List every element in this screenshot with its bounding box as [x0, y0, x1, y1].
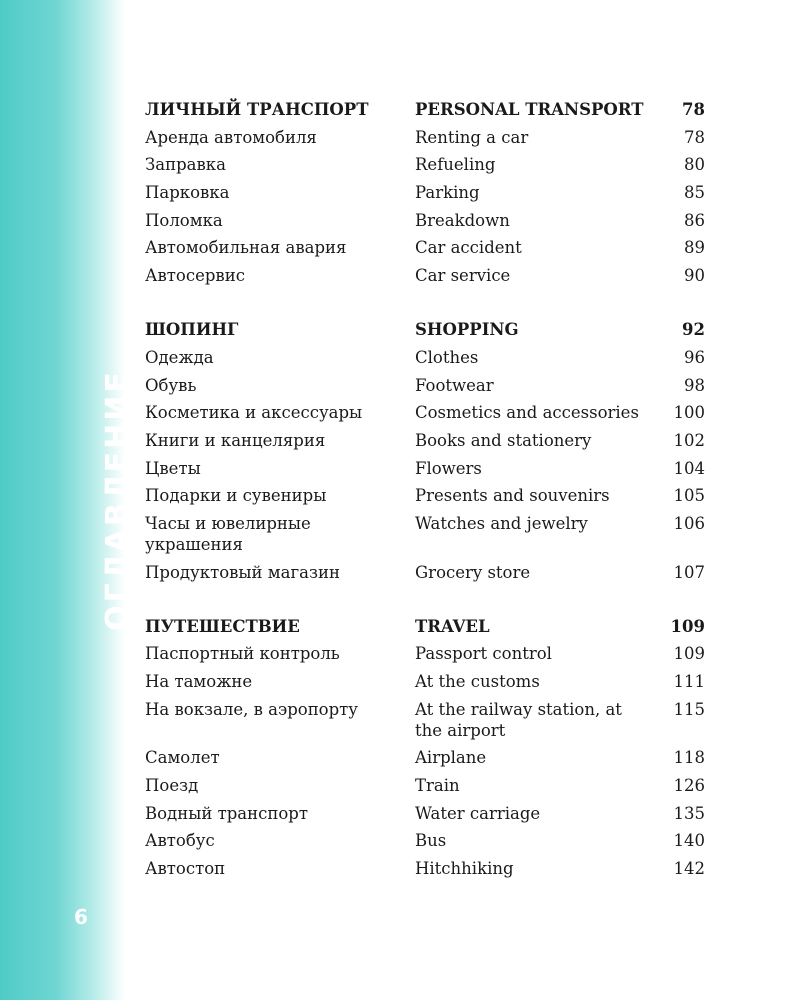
toc-entry[interactable]: [145, 562, 705, 583]
toc-entry[interactable]: [145, 671, 705, 692]
entry-page-number: 109: [673, 644, 705, 664]
entry-page-number: 107: [673, 562, 705, 582]
section-page-number: 109: [670, 616, 705, 636]
entry-page-number: 96: [684, 347, 705, 367]
entry-title-ru: На таможне: [145, 672, 253, 691]
entry-page-number: 104: [673, 458, 705, 478]
toc-section: [145, 319, 705, 583]
toc-entry[interactable]: [145, 182, 705, 203]
entry-title-ru: Заправка: [145, 155, 226, 175]
entry-title-en: Clothes: [415, 347, 479, 367]
section-heading-row[interactable]: [145, 99, 705, 120]
entry-page-number: 102: [673, 430, 705, 450]
entry-page-number: 105: [673, 486, 705, 506]
entry-title-ru: Поломка: [145, 210, 223, 230]
entry-title-en: Train: [415, 776, 460, 796]
entry-page-number: 106: [673, 513, 705, 533]
entry-page-number: 78: [684, 127, 705, 147]
entry-page-number: 98: [684, 375, 705, 395]
entry-title-en: Grocery store: [415, 562, 531, 582]
page-number: 6: [74, 905, 88, 929]
entry-title-en: At the railway station, at the airport: [415, 699, 622, 740]
toc-entry[interactable]: [145, 858, 705, 879]
entry-title-ru: Книги и канцелярия: [145, 430, 326, 450]
toc-section: [145, 99, 705, 286]
entry-page-number: 118: [673, 748, 705, 768]
entry-title-ru: Водный транспорт: [145, 803, 308, 823]
entry-title-ru: Аренда автомобиля: [145, 127, 317, 147]
toc-entry[interactable]: [145, 747, 705, 768]
entry-title-en: Cosmetics and accessories: [415, 403, 639, 423]
entry-title-en: Refueling: [415, 155, 496, 175]
entry-title-en: Watches and jewelry: [415, 513, 588, 533]
entry-title-ru: Обувь: [145, 375, 197, 395]
section-heading-row[interactable]: [145, 616, 705, 637]
entry-title-ru: Продуктовый магазин: [145, 562, 340, 582]
entry-title-en: Books and stationery: [415, 430, 592, 450]
section-page-number: 78: [682, 100, 705, 119]
entry-page-number: 142: [673, 859, 705, 879]
entry-page-number: 80: [684, 155, 705, 175]
entry-title-en: Breakdown: [415, 210, 510, 230]
entry-title-ru: Самолет: [145, 748, 220, 768]
toc-entry[interactable]: [145, 775, 705, 796]
toc-entry[interactable]: [145, 347, 705, 368]
side-section-title: ОГЛАВЛЕНИЕ: [100, 369, 135, 631]
entry-title-ru: Автосервис: [145, 266, 245, 286]
toc-entry[interactable]: [145, 485, 705, 506]
entry-page-number: 111: [673, 672, 705, 691]
table-of-contents: [145, 99, 705, 912]
entry-title-ru: Поезд: [145, 776, 199, 796]
entry-page-number: 126: [673, 776, 705, 796]
entry-page-number: 140: [673, 831, 705, 851]
section-title-en: PERSONAL TRANSPORT: [415, 100, 644, 119]
entry-title-ru: Подарки и сувениры: [145, 486, 327, 506]
entry-title-ru: Одежда: [145, 347, 214, 367]
entry-title-en: Footwear: [415, 375, 494, 395]
section-heading-row[interactable]: [145, 319, 705, 340]
entry-title-en: Flowers: [415, 458, 482, 478]
entry-title-en: Parking: [415, 183, 480, 203]
entry-page-number: 90: [684, 266, 705, 286]
toc-entry[interactable]: [145, 127, 705, 148]
entry-title-en: Water carriage: [415, 803, 541, 823]
entry-title-ru: Парковка: [145, 183, 230, 203]
toc-entry[interactable]: [145, 154, 705, 175]
section-title-ru: ШОПИНГ: [145, 320, 239, 340]
entry-title-ru: Часы и ювелирные украшения: [145, 513, 311, 554]
toc-entry[interactable]: [145, 265, 705, 286]
entry-title-en: Passport control: [415, 644, 552, 664]
entry-page-number: 135: [673, 803, 705, 823]
entry-title-ru: Автобус: [145, 831, 215, 851]
toc-entry[interactable]: [145, 210, 705, 231]
entry-title-en: At the customs: [415, 672, 540, 691]
toc-entry[interactable]: [145, 830, 705, 851]
entry-title-en: Renting a car: [415, 127, 529, 147]
entry-title-ru: Автостоп: [145, 859, 226, 879]
entry-title-ru: Цветы: [145, 458, 201, 478]
toc-entry[interactable]: [145, 458, 705, 479]
toc-entry[interactable]: [145, 513, 705, 555]
section-title-en: TRAVEL: [415, 616, 490, 636]
entry-title-en: Car service: [415, 266, 511, 286]
entry-title-ru: На вокзале, в аэропорту: [145, 699, 359, 719]
entry-title-ru: Паспортный контроль: [145, 644, 340, 664]
entry-page-number: 100: [673, 403, 705, 423]
entry-title-en: Presents and souvenirs: [415, 486, 610, 506]
entry-page-number: 86: [684, 210, 705, 230]
toc-entry[interactable]: [145, 803, 705, 824]
entry-title-ru: Автомобильная авария: [145, 238, 347, 258]
toc-entry[interactable]: [145, 699, 705, 741]
entry-page-number: 89: [684, 238, 705, 258]
entry-title-en: Airplane: [415, 748, 487, 768]
toc-entry[interactable]: [145, 375, 705, 396]
section-title-ru: ПУТЕШЕСТВИЕ: [145, 616, 300, 636]
section-title-ru: ЛИЧНЫЙ ТРАНСПОРТ: [145, 100, 369, 119]
toc-entry[interactable]: [145, 430, 705, 451]
entry-title-en: Car accident: [415, 238, 522, 258]
toc-entry[interactable]: [145, 643, 705, 664]
section-page-number: 92: [682, 320, 705, 340]
entry-title-en: Hitchhiking: [415, 859, 514, 879]
toc-section: [145, 616, 705, 880]
section-title-en: SHOPPING: [415, 320, 519, 340]
toc-entry[interactable]: [145, 237, 705, 258]
entry-page-number: 115: [673, 699, 705, 719]
entry-page-number: 85: [684, 183, 705, 203]
toc-entry[interactable]: [145, 402, 705, 423]
entry-title-en: Bus: [415, 831, 447, 851]
entry-title-ru: Косметика и аксессуары: [145, 403, 363, 423]
